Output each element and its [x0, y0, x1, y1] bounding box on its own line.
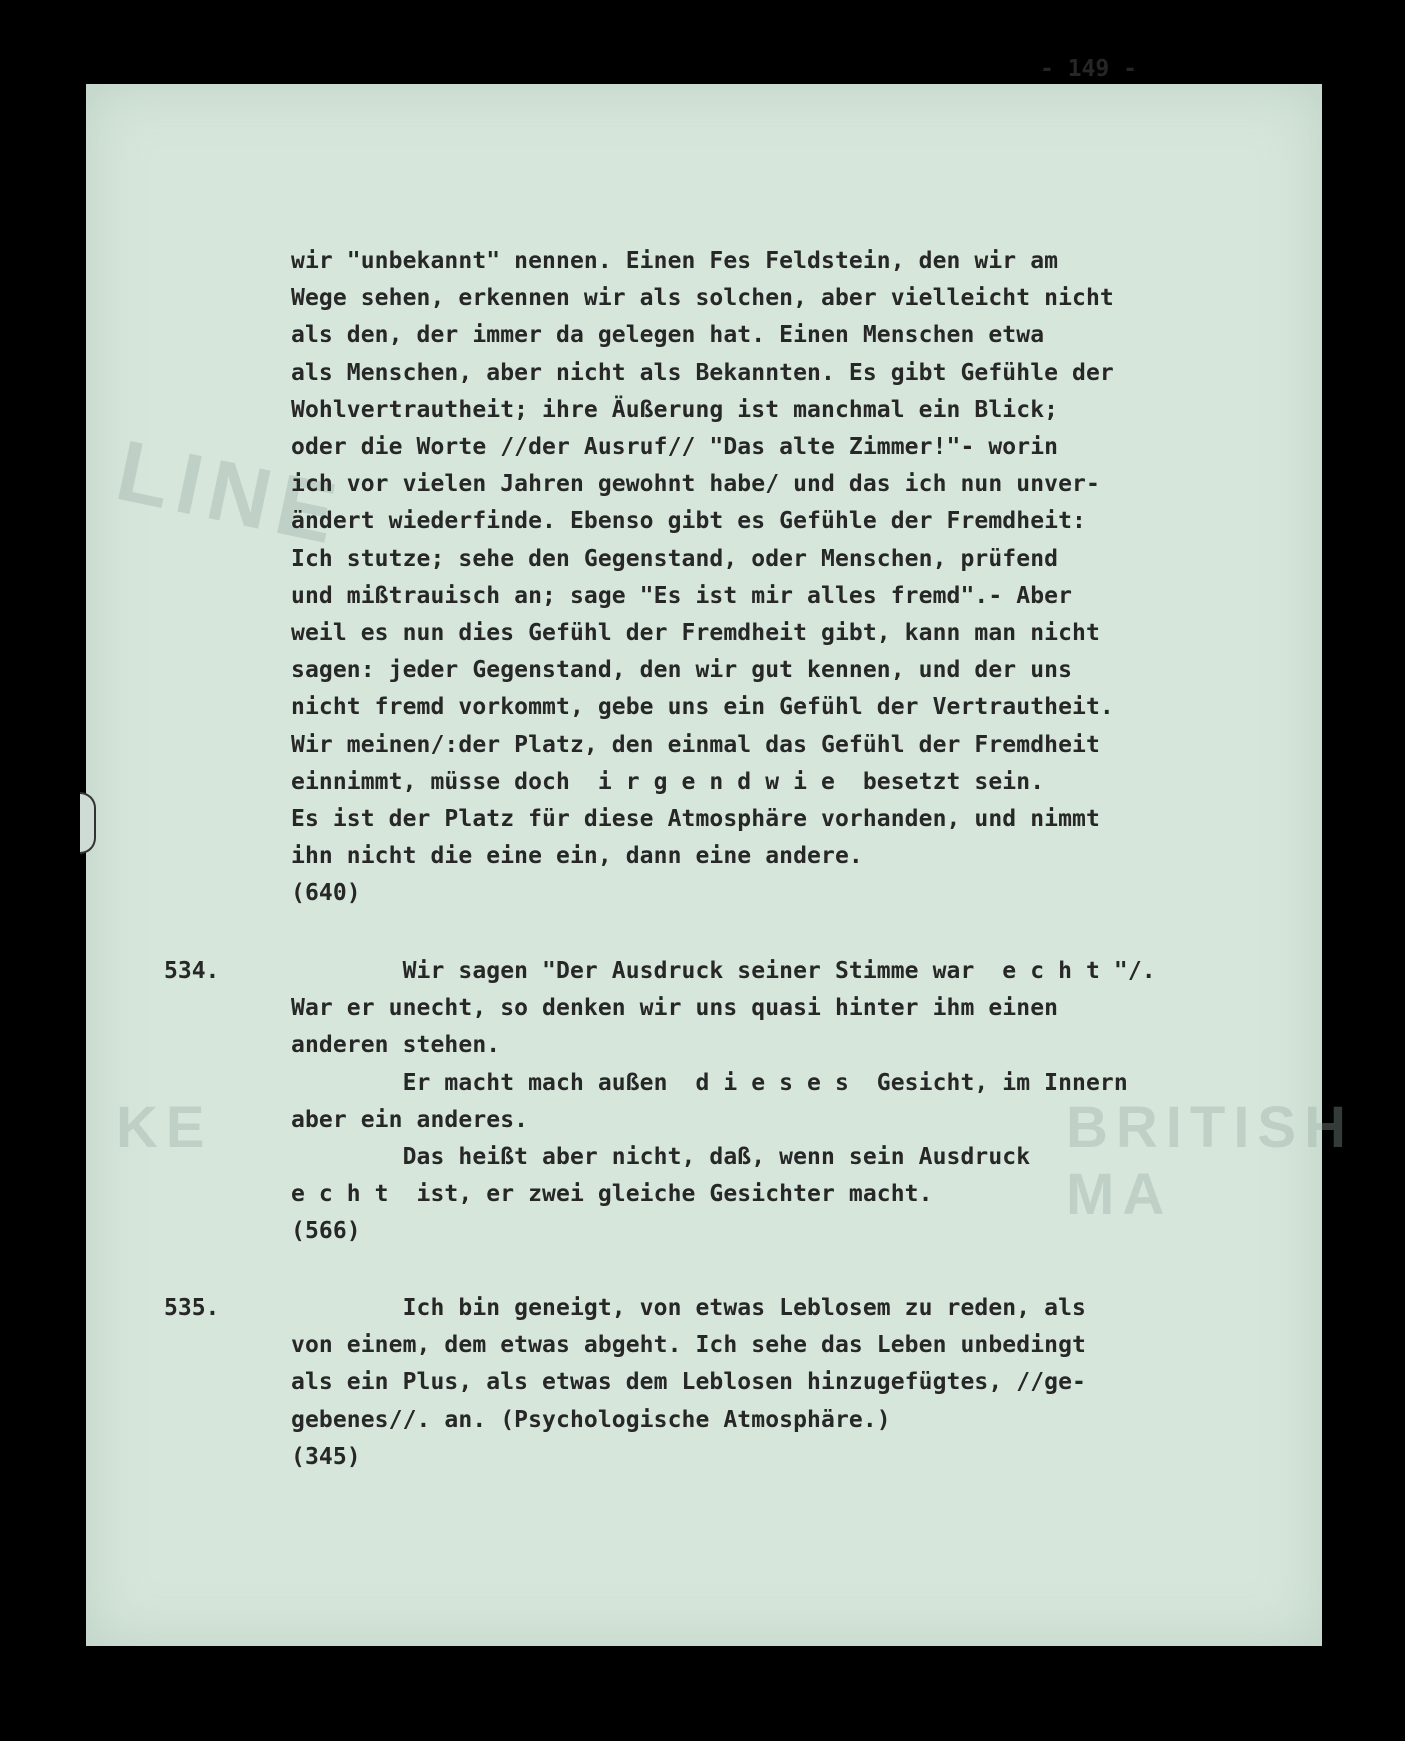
- text-line: War er unecht, so denken wir uns quasi hinter ihm einen: [291, 995, 1059, 1022]
- watermark: LINE: [108, 422, 352, 564]
- text-line: Er macht mach außen d i e s e s Gesicht, im Innern: [291, 1069, 1128, 1096]
- text-line: Es ist der Platz für diese Atmosphäre vorhanden, und nimmt: [291, 806, 1100, 832]
- text-line: ihn nicht die eine ein, dann eine andere.: [291, 843, 863, 870]
- text-line: als Menschen, aber nicht als Bekannten. Es gibt Gefühle der: [291, 359, 1114, 386]
- text-line: einnimmt, müsse doch i r g e n d w i e besetzt sein.: [291, 768, 1045, 795]
- text-line: ändert wiederfinde. Ebenso gibt es Gefühle der Fremdheit:: [291, 508, 1086, 535]
- text-line: (566): [291, 1218, 361, 1245]
- text-line: anderen stehen.: [291, 1032, 501, 1059]
- text-line: wir "unbekannt" nennen. Einen Fes Feldstein, den wir am: [291, 248, 1059, 274]
- text-line: Das heißt aber nicht, daß, wenn sein Ausdruck: [291, 1144, 1031, 1170]
- text-line: als den, der immer da gelegen hat. Einen Menschen etwa: [291, 322, 1045, 349]
- text-line: gebenes//. an. (Psychologische Atmosphäre.): [291, 1406, 891, 1433]
- text-line: e c h t ist, er zwei gleiche Gesichter macht.: [291, 1181, 933, 1208]
- text-line: (345): [291, 1443, 361, 1470]
- text-line: Wir sagen "Der Ausdruck seiner Stimme war e c h t "/.: [291, 958, 1156, 984]
- text-line: sagen: jeder Gegenstand, den wir gut kennen, und der uns: [291, 657, 1073, 684]
- text-line: oder die Worte //der Ausruf// "Das alte Zimmer!"- worin: [291, 434, 1059, 460]
- paragraph-number: 535.: [164, 1295, 220, 1321]
- watermark: KE: [116, 1095, 213, 1160]
- text-line: als ein Plus, als etwas dem Leblosen hinzugefügtes, //ge-: [291, 1369, 1086, 1396]
- binder-clip: [80, 792, 96, 854]
- text-line: und mißtrauisch an; sage "Es ist mir alles fremd".- Aber: [291, 582, 1073, 609]
- text-line: von einem, dem etwas abgeht. Ich sehe das Leben unbedingt: [291, 1332, 1086, 1359]
- text-line: weil es nun dies Gefühl der Fremdheit gibt, kann man nicht: [291, 620, 1100, 646]
- text-line: ich vor vielen Jahren gewohnt habe/ und das ich nun unver-: [291, 471, 1100, 498]
- text-line: aber ein anderes.: [291, 1106, 529, 1133]
- text-line: Ich bin geneigt, von etwas Leblosem zu reden, als: [291, 1295, 1086, 1321]
- page-number: - 149 -: [1040, 56, 1137, 82]
- text-line: Wege sehen, erkennen wir als solchen, aber vielleicht nicht: [291, 285, 1114, 312]
- text-line: (640): [291, 880, 361, 907]
- text-line: Wir meinen/:der Platz, den einmal das Gefühl der Fremdheit: [291, 731, 1100, 758]
- paragraph-number: 534.: [164, 958, 220, 984]
- text-line: Wohlvertrautheit; ihre Äußerung ist manchmal ein Blick;: [291, 396, 1059, 423]
- text-line: Ich stutze; sehe den Gegenstand, oder Menschen, prüfend: [291, 545, 1059, 572]
- text-line: nicht fremd vorkommt, gebe uns ein Gefühl der Vertrautheit.: [291, 694, 1114, 721]
- watermark: BRITISH MA: [1066, 1095, 1354, 1227]
